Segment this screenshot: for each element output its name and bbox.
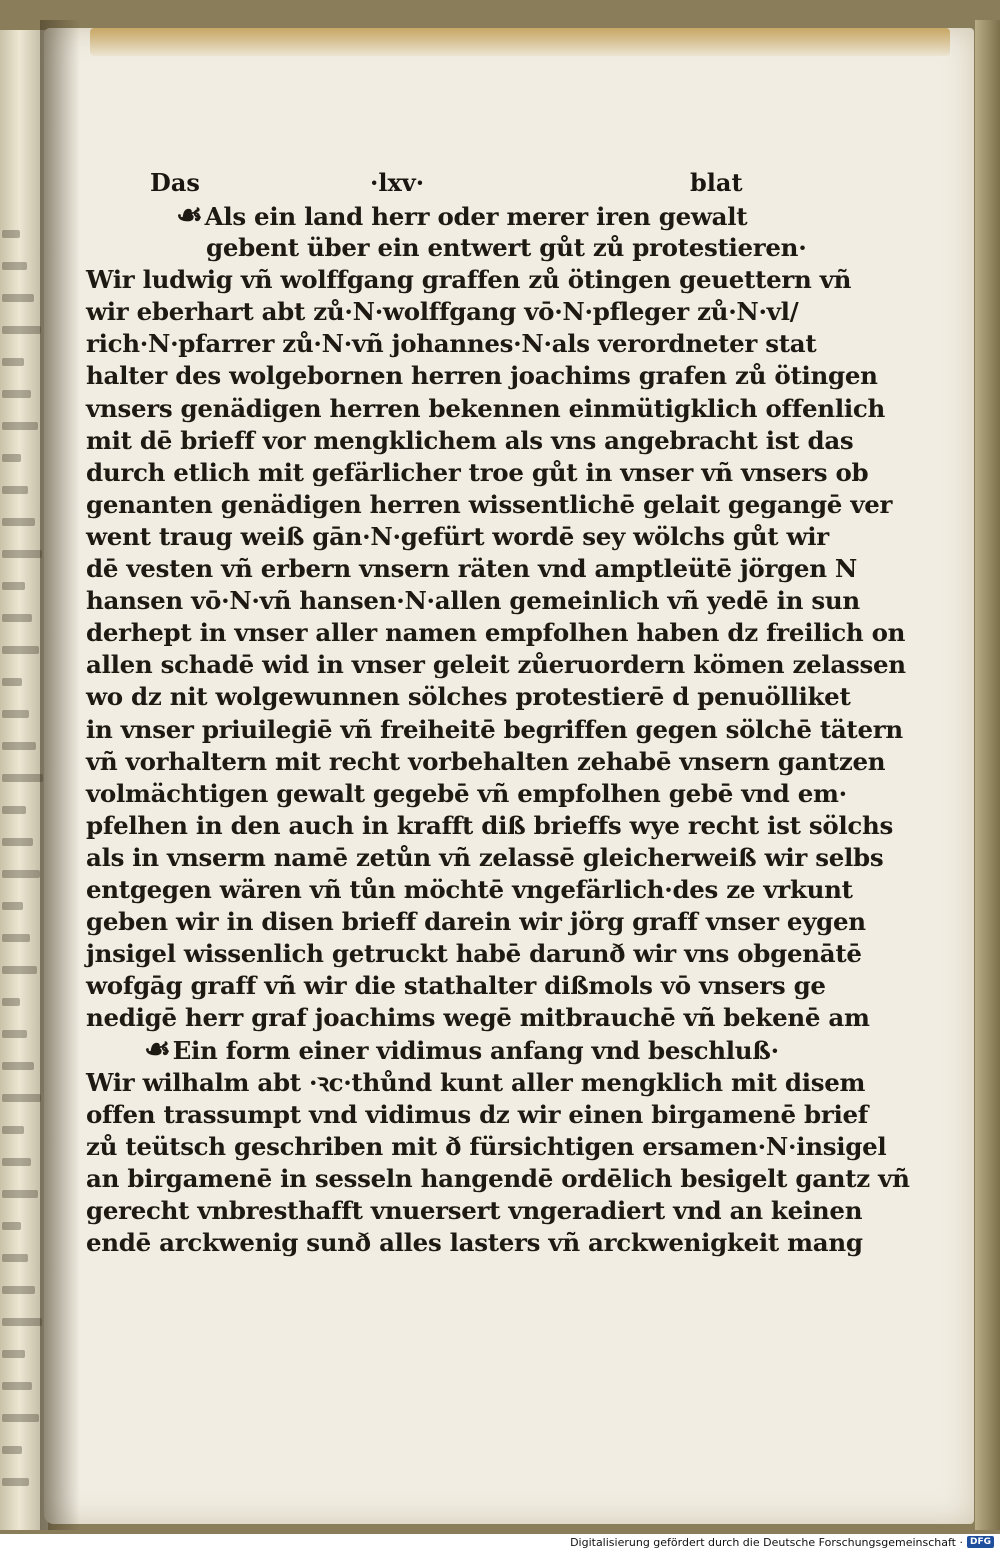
facing-page-text-fragment — [2, 1222, 21, 1230]
text-line: hansen vō·N·vñ hansen·N·allen gemeinlich vñ yedē in sun — [86, 586, 860, 616]
facing-page-text-fragment — [2, 1094, 41, 1102]
facing-page-text-fragment — [2, 1414, 39, 1422]
text-line: dē vesten vñ erbern vnsern räten vnd amptleütē jörgen N — [86, 554, 858, 584]
dfg-logo-icon: DFG — [967, 1536, 994, 1548]
text-line: halter des wolgebornen herren joachims grafen zů ötingen — [86, 361, 878, 391]
facing-page-text-fragment — [2, 1350, 25, 1358]
facing-page-text-fragment — [2, 358, 24, 366]
header-right: blat — [690, 168, 743, 197]
facing-page-text-fragment — [2, 870, 40, 878]
text-line: zů teütsch geschriben mit ð fürsichtigen ersamen·N·insigel — [86, 1131, 887, 1161]
binding-shadow — [40, 20, 80, 1530]
text-line: gebent über ein entwert gůt zů protestieren· — [206, 233, 807, 263]
facing-page-text-fragment — [2, 1254, 28, 1262]
pilcrow-icon: ☙ — [176, 198, 203, 233]
facing-page-text-fragment — [2, 1126, 24, 1134]
text-line: wofgāg graff vñ wir die stathalter dißmols vō vnsers ge — [86, 971, 826, 1001]
facing-page-text-fragment — [2, 294, 34, 302]
facing-page-text-fragment — [2, 262, 27, 270]
text-line: nedigē herr graf joachims wegē mitbrauchē vñ bekenē am — [86, 1003, 870, 1033]
text-line: Wir wilhalm abt ·ꝛc·thůnd kunt aller mengklich mit disem — [86, 1067, 866, 1097]
digitization-credit — [570, 1534, 994, 1550]
facing-page-text-fragment — [2, 902, 23, 910]
text-line: gerecht vnbresthafft vnuersert vngeradiert vnd an keinen — [86, 1195, 863, 1225]
page-fore-edge — [975, 20, 1000, 1530]
facing-page-text-fragment — [2, 1382, 32, 1390]
text-line: derhept in vnser aller namen empfolhen haben dz freilich on — [86, 618, 906, 648]
text-line: endē arckwenig sunð alles lasters vñ arckwenigkeit mang — [86, 1228, 863, 1257]
facing-page-text-fragment — [2, 1190, 38, 1198]
facing-page-text-fragment — [2, 614, 32, 622]
header-left: Das — [150, 168, 200, 197]
page-top-stain — [90, 28, 950, 56]
text-line: wir eberhart abt zů·N·wolffgang vō·N·pfleger zů·N·vl/ — [86, 297, 799, 327]
text-line: geben wir in disen brieff darein wir jörg graff vnser eygen — [86, 907, 866, 937]
pilcrow-icon: ☙ — [144, 1032, 171, 1068]
facing-page-text-fragment — [2, 742, 36, 750]
text-line: pfelhen in den auch in krafft diß brieffs wye recht ist sölchs — [86, 810, 894, 840]
facing-page-text-fragment — [2, 838, 33, 846]
facing-page-text-fragment — [2, 550, 42, 558]
text-line: als in vnserm namē zetůn vñ zelassē gleicherweiß wir selbs — [86, 842, 884, 872]
facing-page-text-fragment — [2, 422, 38, 430]
text-line: durch etlich mit gefärlicher troe gůt in vnser vñ vnsers ob — [86, 457, 869, 487]
facing-page-text-fragment — [2, 1158, 31, 1166]
facing-page-text-fragment — [2, 678, 22, 686]
credit-text: Digitalisierung gefördert durch die Deutsche Forschungsgemeinschaft · — [570, 1535, 963, 1549]
text-line: mit dē brieff vor mengklichem als vns angebracht ist das — [86, 425, 854, 455]
facing-page-text-fragment — [2, 518, 35, 526]
facing-page-text-fragment — [2, 998, 20, 1006]
facing-page-text-fragment — [2, 390, 31, 398]
text-block — [86, 198, 910, 1259]
facing-page-text-fragment — [2, 646, 39, 654]
text-line: offen trassumpt vnd vidimus dz wir einen birgamenē brief — [86, 1099, 869, 1129]
text-line: jnsigel wissenlich getruckt habē darunð wir vns obgenātē — [86, 939, 862, 969]
text-line: went traug weiß gān·N·gefürt wordē sey wölchs gůt wir — [86, 521, 829, 551]
facing-page-text-fragment — [2, 1318, 42, 1326]
text-line: genanten genädigen herren wissentlichē gelait gegangē ver — [86, 489, 893, 519]
text-line: volmächtigen gewalt gegebē vñ empfolhen gebē vnd em· — [86, 778, 847, 808]
section-heading: Als ein land herr oder merer iren gewalt — [204, 202, 748, 231]
facing-page-text-fragment — [2, 934, 30, 942]
facing-page-text-fragment — [2, 710, 29, 718]
facing-page-text-fragment — [2, 1478, 29, 1486]
text-line: wo dz nit wolgewunnen sölches protestierē d penuölliket — [86, 682, 851, 712]
facing-page-text-fragment — [2, 1062, 34, 1070]
facing-page-text-fragment — [2, 774, 43, 782]
facing-page-text-fragment — [2, 486, 28, 494]
facing-page-text-fragment — [2, 1446, 22, 1454]
facing-page-text-fragment — [2, 1030, 27, 1038]
text-line: an birgamenē in sesseln hangendē ordēlich besigelt gantz vñ — [86, 1163, 910, 1193]
text-line: entgegen wären vñ tůn möchtē vngefärlich·des ze vrkunt — [86, 874, 853, 904]
facing-page-text-fragment — [2, 454, 21, 462]
text-line: vñ vorhaltern mit recht vorbehalten zehabē vnsern gantzen — [86, 746, 886, 776]
text-line: rich·N·pfarrer zů·N·vñ johannes·N·als verordneter stat — [86, 329, 817, 359]
text-line: in vnser priuilegiē vñ freiheitē begriffen gegen sölchē tätern — [86, 714, 903, 744]
facing-page-text-fragment — [2, 582, 25, 590]
facing-page-text-fragment — [2, 966, 37, 974]
text-line: vnsers genädigen herren bekennen einmütigklich offenlich — [86, 393, 885, 423]
section-heading: Ein form einer vidimus anfang vnd beschluß· — [172, 1036, 779, 1066]
facing-page-text-fragment — [2, 1286, 35, 1294]
facing-page-text-fragment — [2, 326, 41, 334]
facing-page-text-fragment — [2, 230, 20, 238]
folio-number: ·lxv· — [370, 168, 425, 197]
facing-page-text-fragment — [2, 806, 26, 814]
text-line — [86, 200, 826, 232]
text-line — [86, 1034, 826, 1066]
text-line: allen schadē wid in vnser geleit zůeruordern kömen zelassen — [86, 650, 906, 680]
text-line: Wir ludwig vñ wolffgang graffen zů ötingen geuettern vñ — [86, 265, 852, 295]
